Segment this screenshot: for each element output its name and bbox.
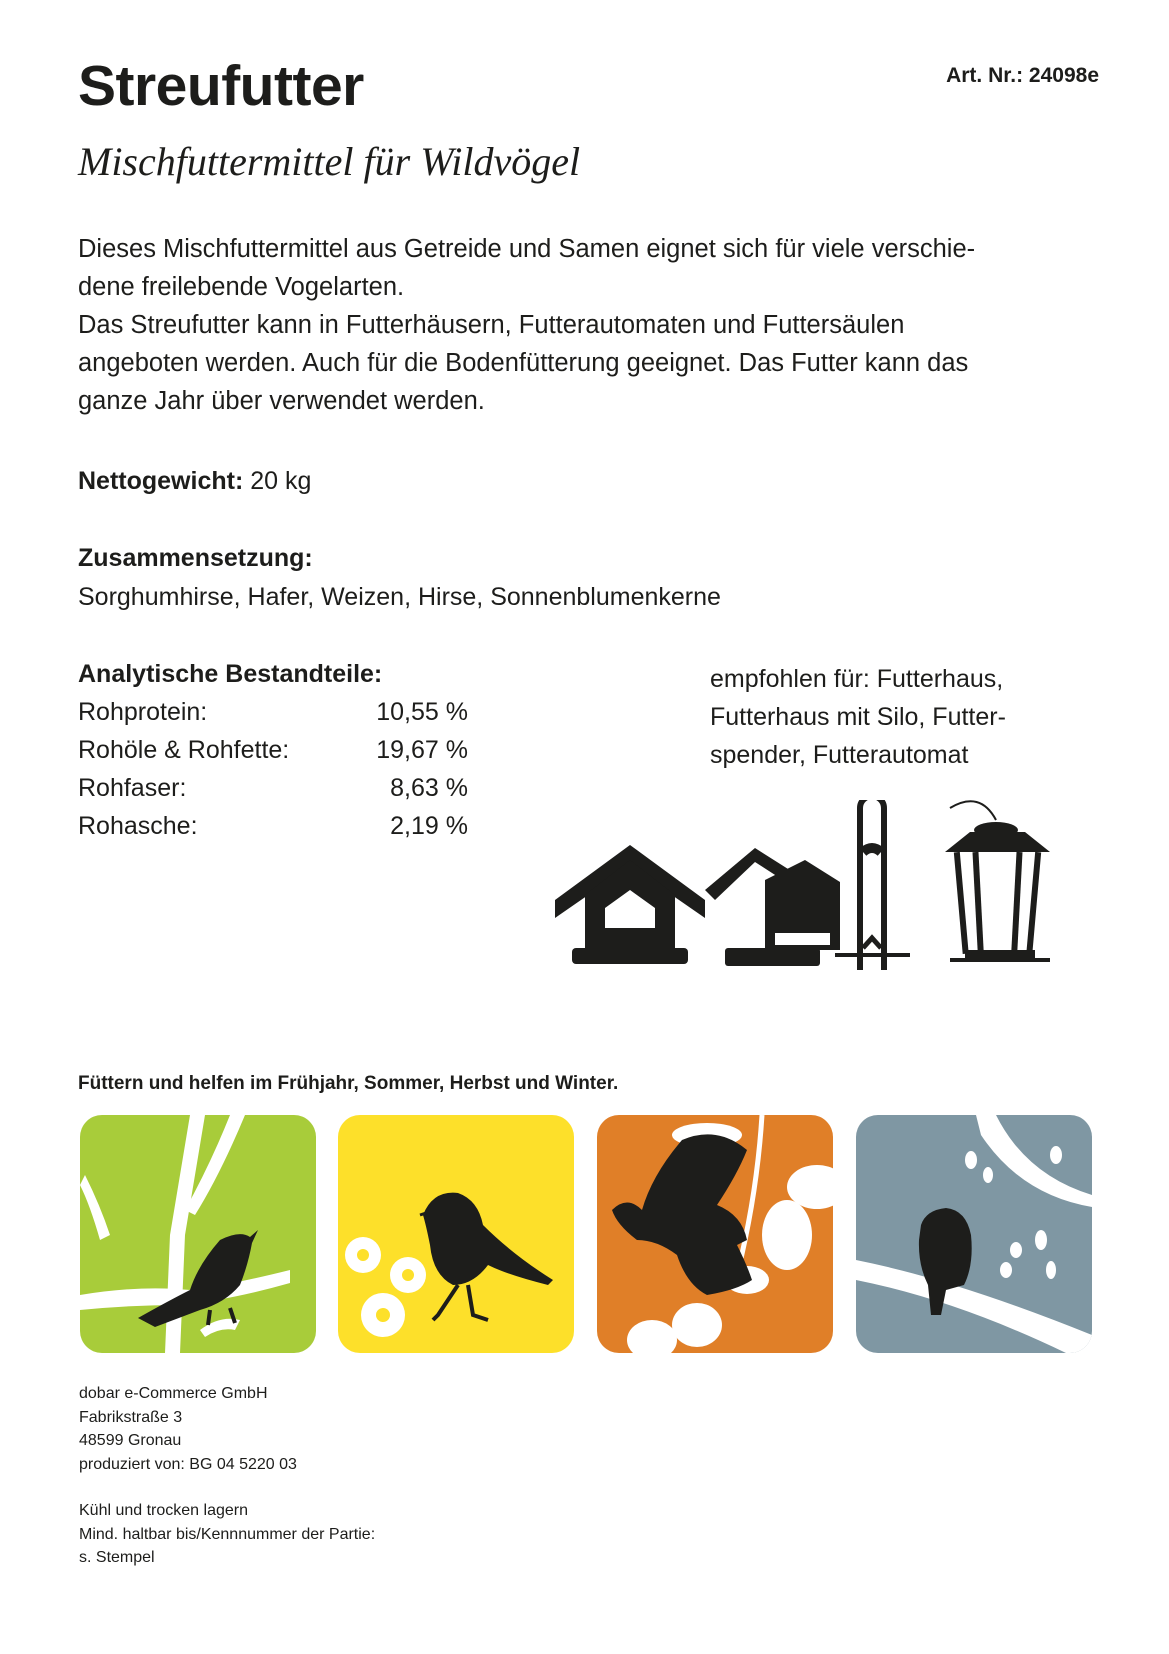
- analysis-value: 2,19 %: [390, 812, 468, 840]
- analysis-name: Rohprotein:: [78, 698, 208, 726]
- producer-id: produziert von: BG 04 5220 03: [79, 1455, 297, 1473]
- season-tiles: [80, 1115, 1094, 1355]
- product-title: Streufutter: [78, 54, 364, 118]
- article-number: Art. Nr.: 24098e: [946, 64, 1099, 87]
- season-tile-spring: [80, 1115, 316, 1353]
- intro-text: [78, 230, 1098, 420]
- analysis-value: 8,63 %: [390, 774, 468, 802]
- seasons-heading: Füttern und helfen im Frühjahr, Sommer, Herbst und Winter.: [78, 1073, 619, 1094]
- analysis-row: [78, 774, 468, 812]
- best-before-note: Mind. haltbar bis/Kennnummer der Partie:: [79, 1525, 376, 1543]
- autumn-bird-illustration: [597, 1115, 833, 1353]
- analysis-row: [78, 698, 468, 736]
- winter-bird-illustration: [856, 1115, 1092, 1353]
- spacer: [79, 1476, 375, 1499]
- composition-heading: Zusammensetzung:: [78, 544, 313, 572]
- season-tile-winter: [856, 1115, 1092, 1353]
- analysis-heading: Analytische Bestandteile:: [78, 660, 383, 688]
- analysis-name: Rohöle & Rohfette:: [78, 736, 290, 764]
- intro-line: ganze Jahr über verwendet werden.: [78, 387, 485, 415]
- recommended-for: [710, 660, 1090, 774]
- feeder-icons: [550, 800, 1090, 970]
- net-weight-value: 20 kg: [250, 467, 312, 495]
- analysis-value: 10,55 %: [376, 698, 468, 726]
- storage-note: Kühl und trocken lagern: [79, 1502, 248, 1519]
- intro-line: angeboten werden. Auch für die Bodenfütterung geeignet. Das Futter kann das: [78, 349, 969, 377]
- analysis-row: [78, 736, 468, 774]
- analysis-table: [78, 660, 468, 850]
- bird-table-icon: [555, 845, 705, 964]
- season-tile-autumn: [597, 1115, 833, 1353]
- intro-line: Dieses Mischfuttermittel aus Getreide und Samen eignet sich für viele verschie-: [78, 235, 976, 263]
- street: Fabrikstraße 3: [79, 1408, 183, 1426]
- analysis-value: 19,67 %: [376, 736, 468, 764]
- tube-feeder-icon: [835, 800, 910, 970]
- recommended-line: empfohlen für: Futterhaus,: [710, 665, 1004, 693]
- spring-bird-illustration: [80, 1115, 316, 1353]
- city: 48599 Gronau: [79, 1432, 182, 1449]
- lantern-feeder-icon: [945, 801, 1050, 960]
- intro-line: Das Streufutter kann in Futterhäusern, Futterautomaten und Futtersäulen: [78, 311, 905, 339]
- net-weight-label: Nettogewicht:: [78, 467, 244, 495]
- intro-line: dene freilebende Vogelarten.: [78, 273, 405, 301]
- recommended-line: Futterhaus mit Silo, Futter-: [710, 703, 1006, 731]
- analysis-name: Rohfaser:: [78, 774, 187, 802]
- silo-feeder-house-icon: [705, 848, 840, 966]
- company-name: dobar e-Commerce GmbH: [79, 1385, 268, 1402]
- analysis-name: Rohasche:: [78, 812, 198, 840]
- season-tile-summer: [338, 1115, 574, 1353]
- stamp-note: s. Stempel: [79, 1549, 155, 1566]
- footer-info: [79, 1382, 375, 1570]
- recommended-line: spender, Futterautomat: [710, 741, 969, 769]
- analysis-row: [78, 812, 468, 850]
- composition-value: Sorghumhirse, Hafer, Weizen, Hirse, Sonnenblumenkerne: [78, 583, 721, 611]
- product-subtitle: Mischfuttermittel für Wildvögel: [78, 139, 581, 184]
- summer-bird-illustration: [338, 1115, 574, 1353]
- net-weight: [78, 467, 311, 496]
